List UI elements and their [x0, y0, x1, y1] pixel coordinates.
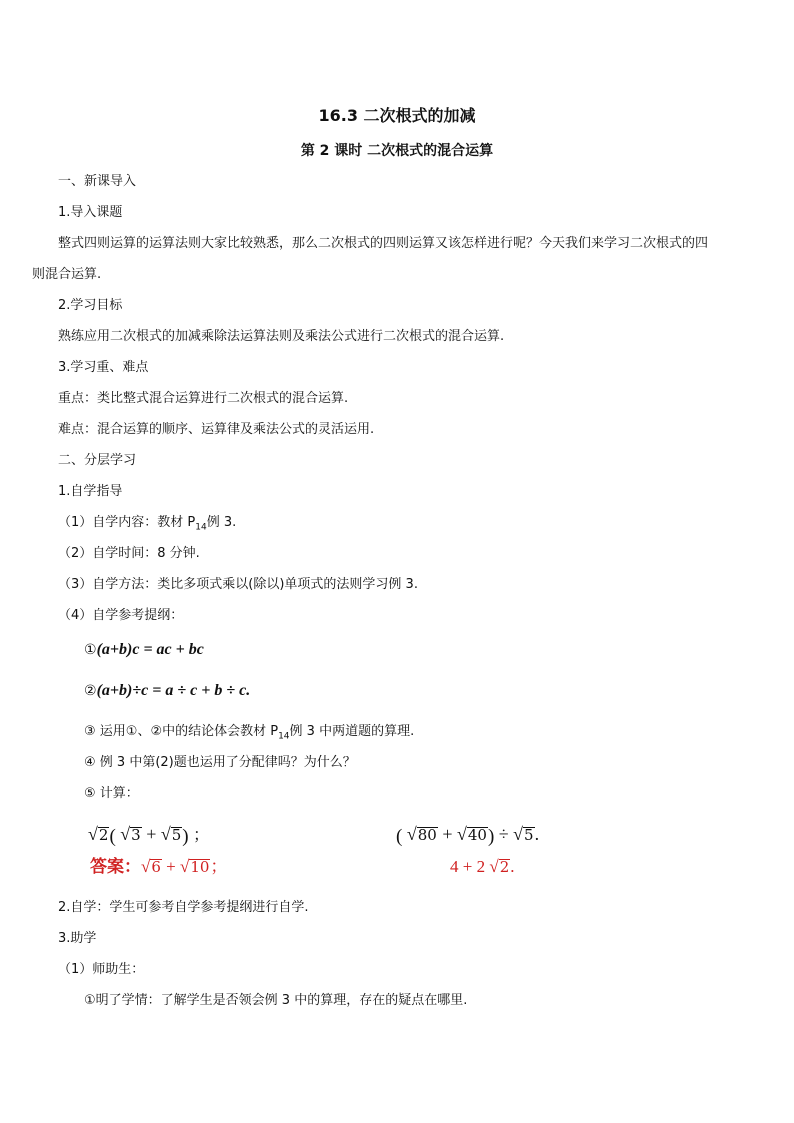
page-subscript: 14 [195, 522, 207, 533]
item-guide: 1.自学指导 [58, 484, 123, 499]
assist-item-1: （1）师助生： [58, 962, 145, 977]
paragraph-intro-2: 则混合运算. [32, 267, 102, 282]
formula-2-number: ② [84, 683, 97, 699]
guide-step-4: ④ 例 3 中第(2)题也运用了分配律吗？为什么？ [84, 755, 356, 770]
paragraph-difficulty: 难点：混合运算的顺序、运算律及乘法公式的灵活运用. [58, 422, 375, 437]
formula-1-rhs: = ac + bc [143, 641, 204, 658]
calc-question-2: ( √80 + √40) ÷ √5. [396, 824, 540, 847]
radicand: 5 [171, 826, 182, 844]
item-assist: 3.助学 [58, 931, 97, 946]
answer-2-lead: 4 + 2 [450, 857, 486, 876]
calc-question-1: √2( √3 + √5) ； [88, 824, 210, 847]
formula-1-lhs: (a+b)c [96, 641, 140, 658]
paragraph-key: 重点：类比整式混合运算进行二次根式的混合运算. [58, 391, 349, 406]
guide-step-3 [84, 724, 414, 745]
radicand: 6 [151, 858, 161, 876]
radicand: 5 [524, 826, 534, 844]
page-title: 16.3 二次根式的加减 [318, 106, 476, 125]
item-goal: 2.学习目标 [58, 298, 123, 313]
calc-answer-1: 答案：√6 + √10； [90, 857, 228, 877]
radicand: 10 [190, 858, 210, 876]
item-key-points: 3.学习重、难点 [58, 360, 149, 375]
paragraph-intro-1: 整式四则运算的运算法则大家比较熟悉，那么二次根式的四则运算又该怎样进行呢？今天我们来学习二次根式的四 [58, 236, 709, 251]
radicand: 2 [98, 826, 109, 844]
guide-step-5: ⑤ 计算： [84, 786, 139, 801]
answer-label: 答案： [90, 857, 141, 877]
formula-2 [84, 683, 250, 699]
guide-item-4: （4）自学参考提纲： [58, 608, 184, 623]
section-heading-study: 二、分层学习 [58, 453, 137, 468]
radicand: 80 [417, 826, 437, 844]
item-topic: 1.导入课题 [58, 205, 123, 220]
guide-item-1-text: （1）自学内容：教材 P [58, 515, 196, 530]
calc-answer-2: 4 + 2 √2. [450, 857, 515, 876]
formula-1-number: ① [84, 642, 97, 658]
page-subtitle: 第 2 课时 二次根式的混合运算 [300, 143, 494, 159]
guide-item-1 [58, 515, 236, 536]
section-heading-intro: 一、新课导入 [58, 174, 137, 189]
guide-item-3: （3）自学方法：类比多项式乘以(除以)单项式的法则学习例 3. [58, 577, 418, 592]
page-subscript: 14 [278, 731, 290, 742]
formula-1 [84, 642, 204, 658]
assist-item-1-1: ①明了学情：了解学生是否领会例 3 中的算理，存在的疑点在哪里. [84, 993, 468, 1008]
formula-2-rhs: = a ÷ c + b ÷ c. [152, 682, 251, 699]
radicand: 3 [131, 826, 141, 844]
radicand: 2 [499, 858, 510, 876]
guide-step-3-text: ③ 运用①、②中的结论体会教材 P [84, 724, 279, 739]
guide-item-1-tail: 例 3. [206, 515, 237, 530]
paragraph-goal: 熟练应用二次根式的加减乘除法运算法则及乘法公式进行二次根式的混合运算. [58, 329, 505, 344]
radicand: 40 [467, 826, 487, 844]
guide-item-2: （2）自学时间：8 分钟. [58, 546, 200, 561]
formula-2-lhs: (a+b)÷c [96, 682, 149, 699]
item-self-study: 2.自学：学生可参考自学参考提纲进行自学. [58, 900, 309, 915]
guide-step-3-tail: 例 3 中两道题的算理. [289, 724, 415, 739]
